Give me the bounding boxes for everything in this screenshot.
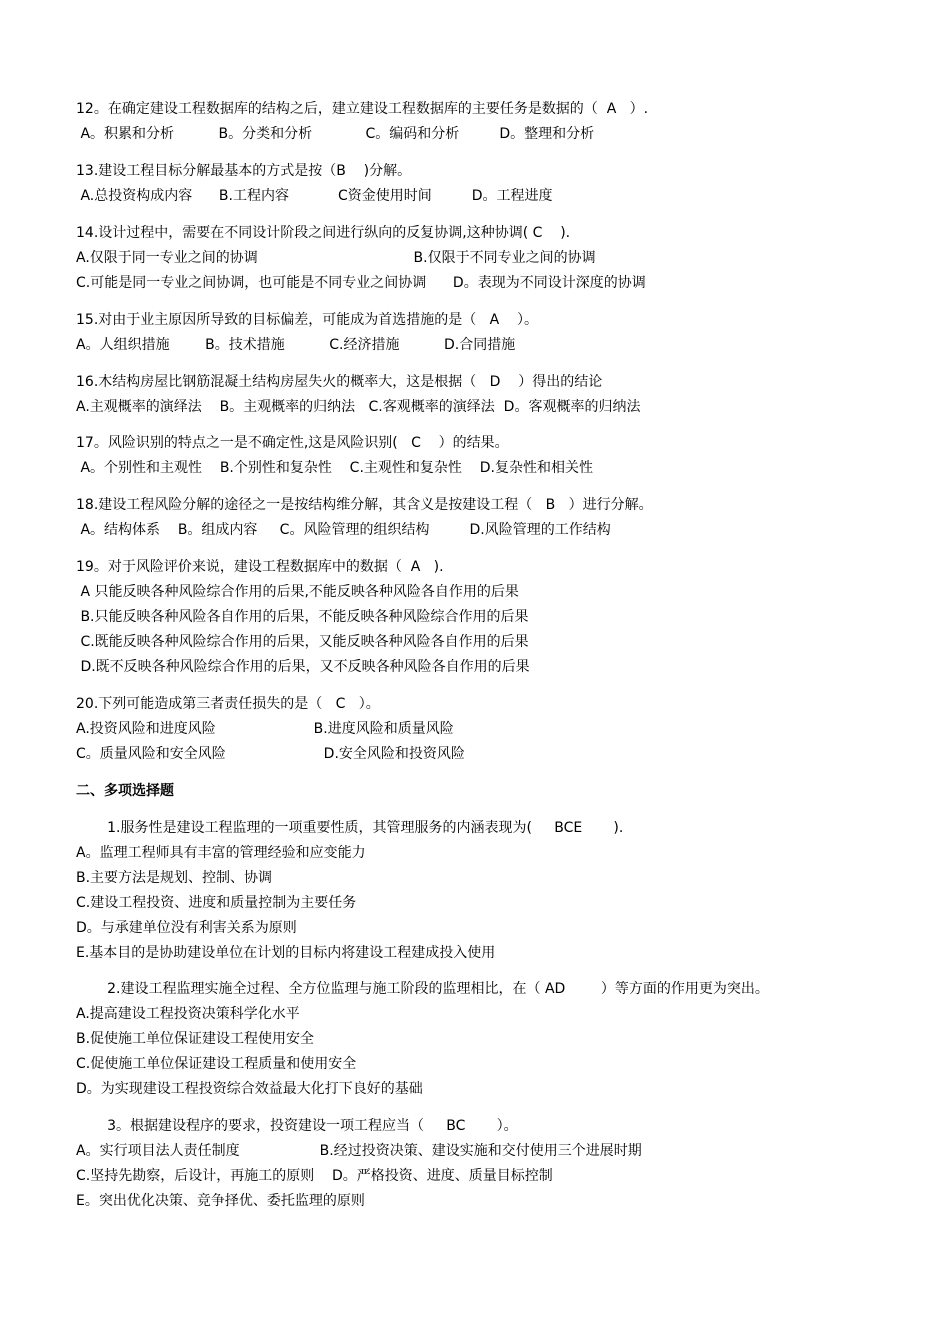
q13-options: A.总投资构成内容 B.工程内容 C资金使用时间 D。工程进度 [76,188,553,204]
q16-options: A.主观概率的演绎法 B。主观概率的归纳法 C.客观概率的演绎法 D。客观概率的归纳法 [76,399,641,415]
mq3-stem: 3。根据建设程序的要求，投资建设一项工程应当（ BC ）。 [76,1118,518,1134]
q20-options-ab: A.投资风险和进度风险 B.进度风险和质量风险 [76,721,454,737]
q16-stem: 16.木结构房屋比钢筋混凝土结构房屋失火的概率大，这是根据（ D ）得出的结论 [76,374,603,390]
mq1-option-b: B.主要方法是规划、控制、协调 [76,870,273,886]
q15-options: A。人组织措施 B。技术措施 C.经济措施 D.合同措施 [76,337,516,353]
q14-options-cd: C.可能是同一专业之间协调，也可能是不同专业之间协调 D。表现为不同设计深度的协调 [76,275,646,291]
q14-stem: 14.设计过程中，需要在不同设计阶段之间进行纵向的反复协调,这种协调( C ). [76,225,571,241]
mq2-option-c: C.促使施工单位保证建设工程质量和使用安全 [76,1056,357,1072]
mq2-option-b: B.促使施工单位保证建设工程使用安全 [76,1031,315,1047]
q19-option-d: D.既不反映各种风险综合作用的后果，又不反映各种风险各自作用的后果 [76,659,530,675]
mq3-options-cd: C.坚持先勘察，后设计，再施工的原则 D。严格投资、进度、质量目标控制 [76,1168,553,1184]
mq3-options-ab: A。实行项目法人责任制度 B.经过投资决策、建设实施和交付使用三个进展时期 [76,1143,642,1159]
section-heading-multiple-choice: 二、多项选择题 [76,783,174,799]
q18-options: A。结构体系 B。组成内容 C。风险管理的组织结构 D.风险管理的工作结构 [76,522,611,538]
mq2-stem: 2.建设工程监理实施全过程、全方位监理与施工阶段的监理相比，在（ AD ）等方面的作用更为突出。 [76,981,769,997]
mq1-option-c: C.建设工程投资、进度和质量控制为主要任务 [76,895,357,911]
q14-options-ab: A.仅限于同一专业之间的协调 B.仅限于不同专业之间的协调 [76,250,596,266]
mq1-option-e: E.基本目的是协助建设单位在计划的目标内将建设工程建成投入使用 [76,945,496,961]
mq1-option-a: A。监理工程师具有丰富的管理经验和应变能力 [76,845,366,861]
q12-stem: 12。在确定建设工程数据库的结构之后，建立建设工程数据库的主要任务是数据的（ A ）. [76,101,649,117]
q19-option-b: B.只能反映各种风险各自作用的后果，不能反映各种风险综合作用的后果 [76,609,529,625]
q19-option-a: A 只能反映各种风险综合作用的后果,不能反映各种风险各自作用的后果 [76,584,519,600]
mq1-option-d: D。与承建单位没有利害关系为原则 [76,920,297,936]
q13-stem: 13.建设工程目标分解最基本的方式是按（B )分解。 [76,163,412,179]
q12-options: A。积累和分析 B。分类和分析 C。编码和分析 D。整理和分析 [76,126,595,142]
q20-options-cd: C。质量风险和安全风险 D.安全风险和投资风险 [76,746,465,762]
mq2-option-a: A.提高建设工程投资决策科学化水平 [76,1006,300,1022]
q17-options: A。个别性和主观性 B.个别性和复杂性 C.主观性和复杂性 D.复杂性和相关性 [76,460,593,476]
q17-stem: 17。风险识别的特点之一是不确定性,这是风险识别( C ）的结果。 [76,435,509,451]
q19-option-c: C.既能反映各种风险综合作用的后果，又能反映各种风险各自作用的后果 [76,634,529,650]
q18-stem: 18.建设工程风险分解的途径之一是按结构维分解，其含义是按建设工程（ B ）进行分解。 [76,497,653,513]
q20-stem: 20.下列可能造成第三者责任损失的是（ C ）。 [76,696,380,712]
q19-stem: 19。对于风险评价来说，建设工程数据库中的数据（ A ). [76,559,444,575]
mq3-option-e: E。突出优化决策、竞争择优、委托监理的原则 [76,1193,365,1209]
mq2-option-d: D。为实现建设工程投资综合效益最大化打下良好的基础 [76,1081,423,1097]
mq1-stem: 1.服务性是建设工程监理的一项重要性质，其管理服务的内涵表现为( BCE ). [76,820,624,836]
q15-stem: 15.对由于业主原因所导致的目标偏差，可能成为首选措施的是（ A ）。 [76,312,538,328]
